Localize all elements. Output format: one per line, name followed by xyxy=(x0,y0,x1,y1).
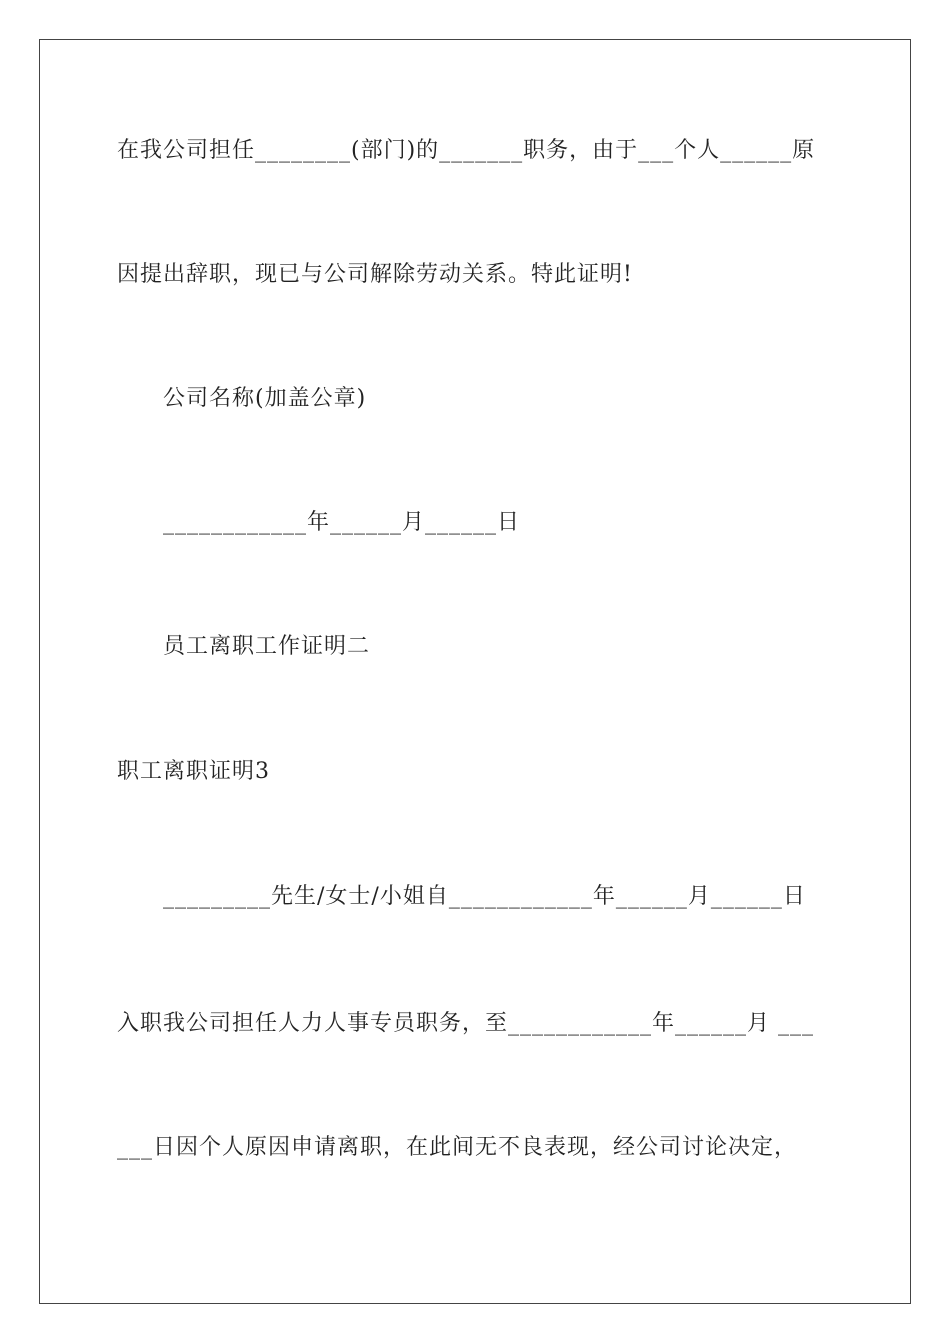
section-heading: 职工离职证明3 xyxy=(117,759,270,784)
body-text-line: 在我公司担任________(部门)的_______职务，由于___个人______原 xyxy=(117,138,816,163)
page-border xyxy=(39,39,911,1304)
date-line: ____________年______月______日 xyxy=(163,510,521,535)
body-text-line: 因提出辞职，现已与公司解除劳动关系。特此证明! xyxy=(117,262,633,287)
body-text-line: ___日因个人原因申请离职，在此间无不良表现，经公司讨论决定， xyxy=(117,1135,798,1160)
company-name-seal-line: 公司名称(加盖公章) xyxy=(163,386,367,411)
section-heading: 员工离职工作证明二 xyxy=(163,634,371,659)
body-text-line: _________先生/女士/小姐自____________年______月______日 xyxy=(163,884,806,909)
body-text-line: 入职我公司担任人力人事专员职务，至____________年______月 ___ xyxy=(117,1011,814,1036)
